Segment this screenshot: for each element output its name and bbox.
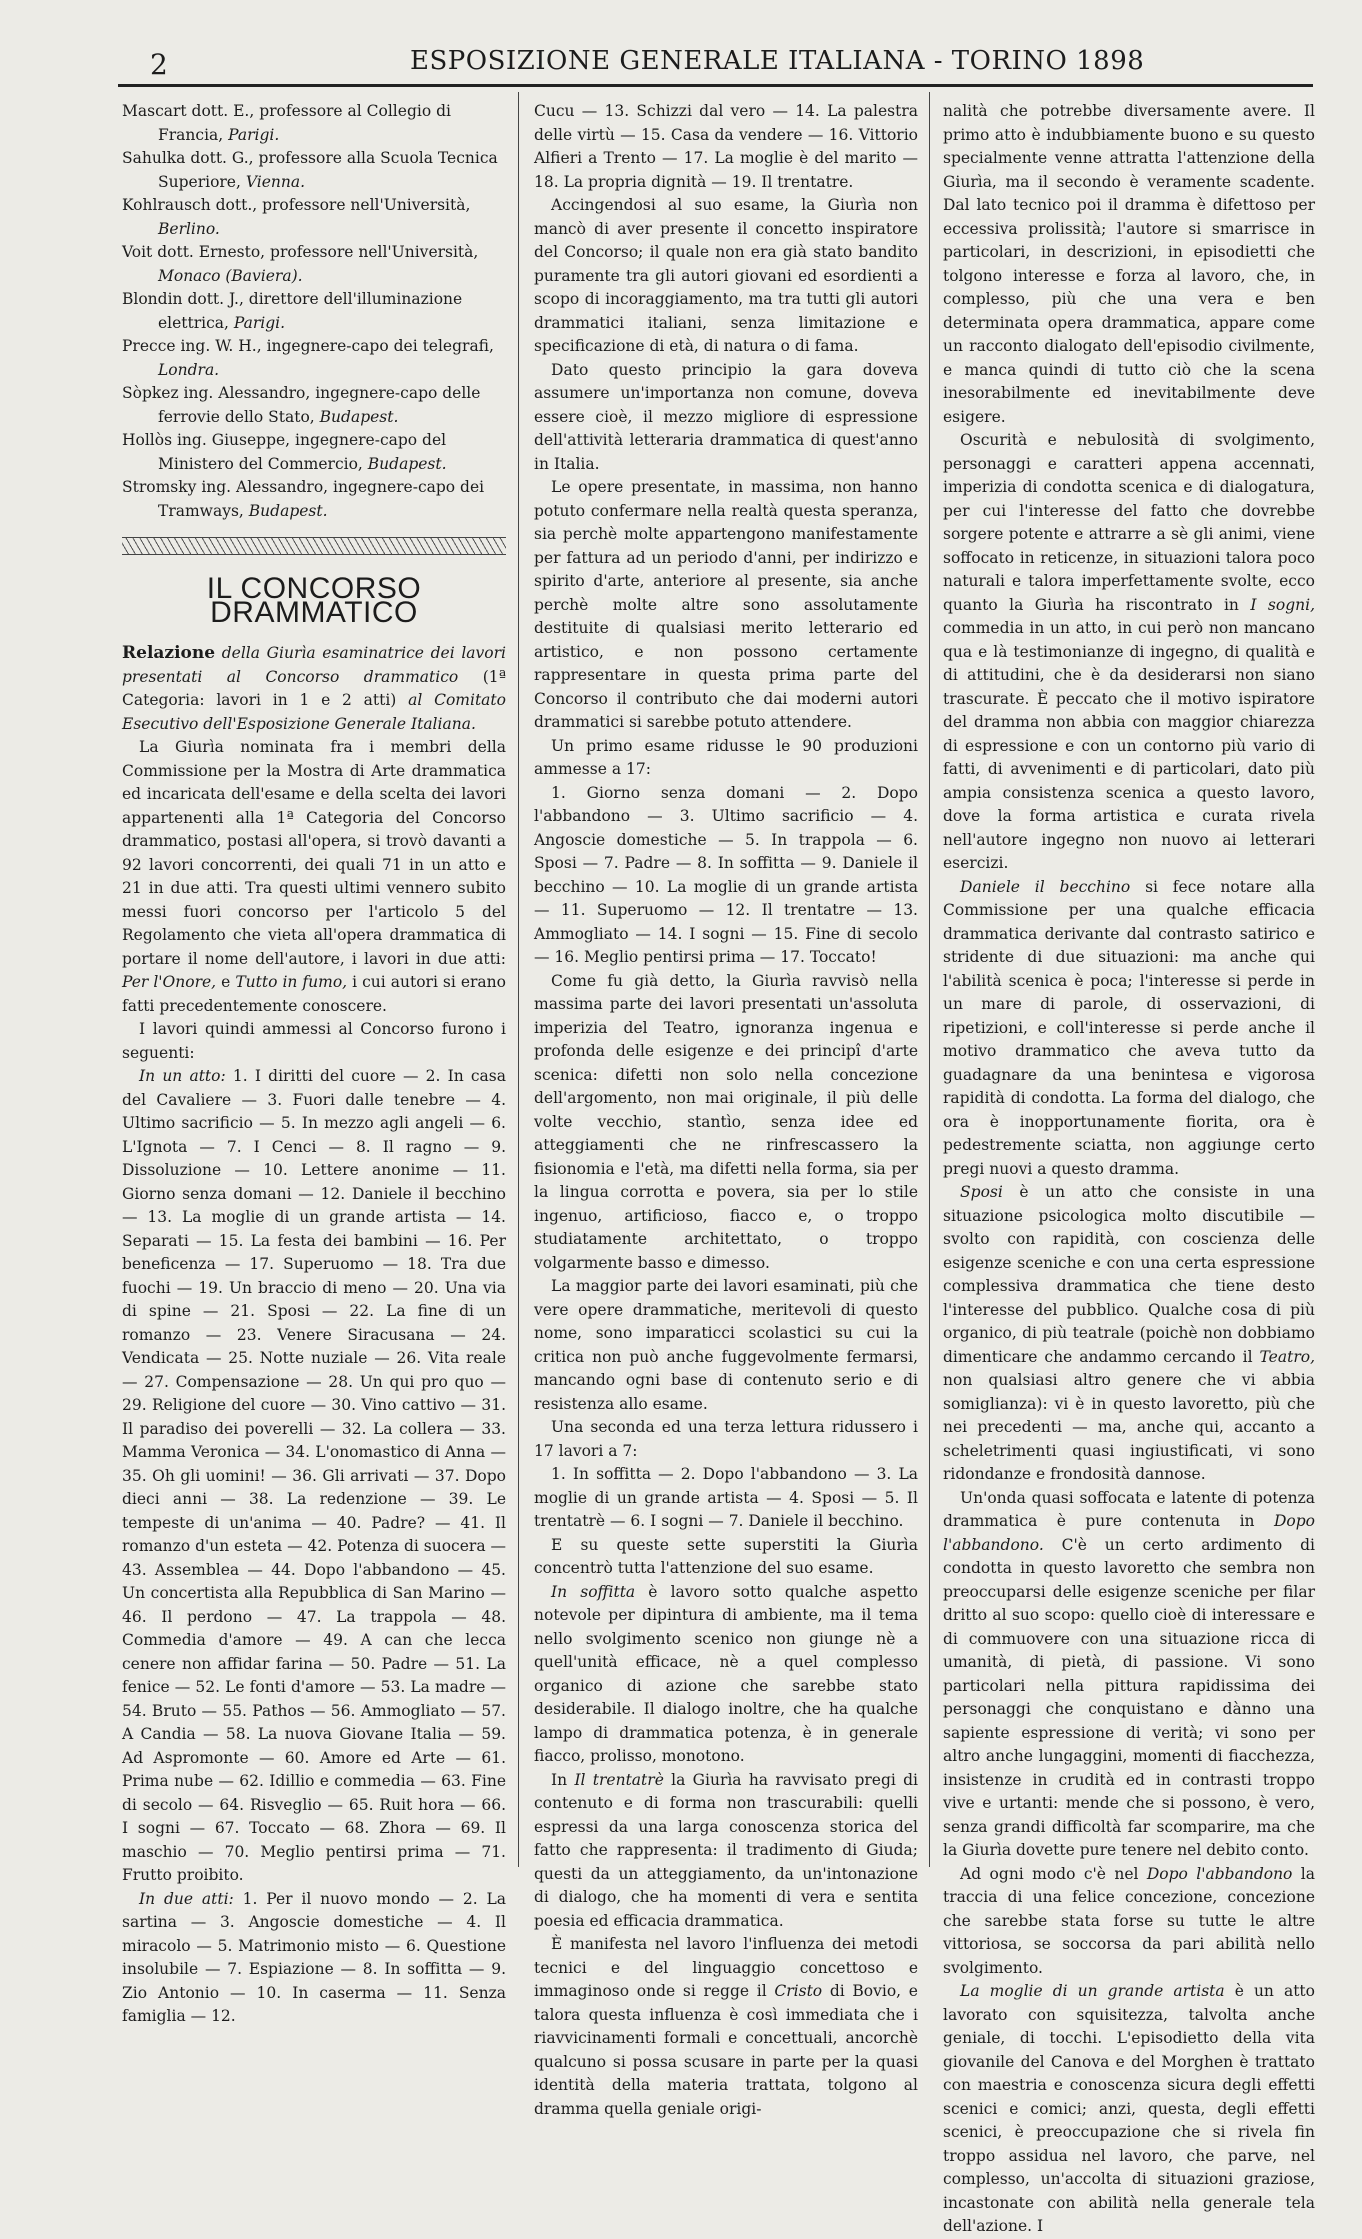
paragraph: Una seconda ed una terza lettura ridussero i 17 lavori a 7: <box>534 1418 918 1460</box>
relazione-heading: Relazione della Giurìa esaminatrice dei lavori presentati al Concorso drammatico (1ª Categoria: lavori in 1 e 2 atti) al Comitato Esecutivo dell'Esposizione Generale Italiana. <box>122 643 506 733</box>
column-divider <box>929 92 930 1867</box>
column-1 <box>122 100 506 2029</box>
paragraph: In Il trentatrè la Giurìa ha ravvisato pregi di contenuto e di forma non trascurabili: quelli espressi da una larga conoscenza storica del fatto che rappresenta: il tradimento di Giuda; questi da un atteggiamento, da un'intonazione di dialogo, che ha momenti di vera e sentita poesia ed efficacia drammatica. <box>534 1770 918 1930</box>
column-3 <box>943 100 1315 2239</box>
paragraph: Come fu già detto, la Giurìa ravvisò nella massima parte dei lavori presentati un'assoluta imperizia del Teatro, ignoranza ingenua e profonda delle esigenze e dei principî d'arte scenica: difetti non solo nella concezione dell'argomento, non mai originale, il più delle volte vecchio, stantìo, senza idee ed atteggiamenti che ne rinfrescassero la fisionomia e l'età, ma difetti nella forma, sia per la lingua corrotta e povera, sia per lo stile ingenuo, artificioso, fiacco e, o troppo studiatamente architettato, o troppo volgarmente basso e dimesso. <box>534 971 918 1272</box>
jury-member: Hollòs ing. Giuseppe, ingegnere-capo del Ministero del Commercio, Budapest. <box>122 431 447 473</box>
paragraph: In soffitta è lavoro sotto qualche aspetto notevole per dipintura di ambiente, ma il tema nello svolgimento scenico non giunge nè a quell'unità efficace, nè a quel complesso organico di azione che sarebbe stato desiderabile. Il dialogo inoltre, che ha qualche lampo di drammatica potenza, è in generale fiacco, prolisso, monotono. <box>534 1582 918 1765</box>
section-title: IL CONCORSO DRAMMATICO <box>206 572 422 629</box>
paragraph: Sposi è un atto che consiste in una situazione psicologica molto discutibile — svolto con rapidità, con coscienza delle esigenze sceniche e con una certa espressione complessiva drammatica che tiene desto l'interesse del pubblico. Qualche cosa di più organico, di più teatrale (poichè non dobbiamo dimenticare che andammo cercando il Teatro, non qualsiasi altro genere che vi abbia somiglianza): vi è in questo lavoretto, più che nei precedenti — ma, anche qui, accanto a scheletrimenti quasi ingiustificati, vi sono ridondanze e frondosità dannose. <box>943 1183 1315 1483</box>
column-divider <box>518 92 519 1867</box>
paragraph: I lavori quindi ammessi al Concorso furono i seguenti: <box>122 1020 506 1062</box>
jury-member: Stromsky ing. Alessandro, ingegnere-capo dei Tramways, Budapest. <box>122 478 485 520</box>
paragraph: Accingendosi al suo esame, la Giurìa non mancò di aver presente il concetto inspiratore del Concorso; il quale non era già stato bandito puramente tra gli autori giovani ed esordienti a scopo di incoraggiamento, ma tra tutti gli autori drammatici italiani, senza limitazione e specificazione di età, di natura o di fama. <box>534 196 918 355</box>
paragraph: Oscurità e nebulosità di svolgimento, personaggi e caratteri appena accennati, imperizia di condotta scenica e di dialogatura, per cui l'interesse del fatto che dovrebbe sorgere potente e attrarre a sè gli animi, viene soffocato in reticenze, in situazioni talora poco naturali e talora imperfettamente svolte, ecco quanto la Giurìa ha riscontrato in I sogni, commedia in un atto, in cui però non mancano qua e là testimonianze di ingegno, di qualità e di attitudini, che è da desiderarsi non siano trascurate. È peccato che il motivo ispiratore del dramma non abbia con maggior chiarezza di espressione e con un contorno più vario di fatti, di avvenimenti e di particolari, dato più ampia consistenza scenica a questo lavoro, dove la forma artistica e curata rivela nell'autore ingegno non nuovo ai letterari esercizi. <box>943 431 1315 872</box>
paragraph: È manifesta nel lavoro l'influenza dei metodi tecnici e del linguaggio concettoso e immaginoso onde si regge il Cristo di Bovio, e talora questa influenza è così immediata che i riavvicinamenti formali e concettuali, ancorchè qualcuno si possa scusare in parte per la quasi identità della materia trattata, tolgono al dramma quella geniale origi- <box>534 1935 918 2118</box>
jury-member: Blondin dott. J., direttore dell'illuminazione elettrica, Parigi. <box>122 290 463 332</box>
shortlist-7: 1. In soffitta — 2. Dopo l'abbandono — 3. La moglie di un grande artista — 4. Sposi — 5. Il trentatrè — 6. I sogni — 7. Daniele il becchino. <box>534 1465 918 1530</box>
paragraph: La maggior parte dei lavori esaminati, più che vere opere drammatiche, meritevoli di questo nome, sono imparaticci scolastici su cui la critica non può anche fuggevolmente fermarsi, mancando ogni base di contenuto serio e di resistenza allo esame. <box>534 1277 918 1413</box>
paragraph: E su queste sette superstiti la Giurìa concentrò tutta l'attenzione del suo esame. <box>534 1535 918 1577</box>
paragraph: Un primo esame ridusse le 90 produzioni ammesse a 17: <box>534 736 918 778</box>
jury-member: Mascart dott. E., professore al Collegio di Francia, Parigi. <box>122 102 451 144</box>
column-2 <box>534 100 918 2121</box>
page-number: 2 <box>150 48 168 81</box>
running-title: ESPOSIZIONE GENERALE ITALIANA - TORINO 1898 <box>410 46 1145 76</box>
paragraph: Ad ogni modo c'è nel Dopo l'abbandono la traccia di una felice concezione, concezione che sarebbe stata forse su tutte le altre vittoriosa, se soccorsa da pari abilità nello svolgimento. <box>943 1864 1315 1977</box>
paragraph: Dato questo principio la gara doveva assumere un'importanza non comune, doveva essere cioè, il mezzo migliore di espressione dell'attività letteraria drammatica di quest'anno in Italia. <box>534 360 918 473</box>
header-rule <box>118 84 1313 87</box>
paragraph: Daniele il becchino si fece notare alla Commissione per una qualche efficacia drammatica derivante dal contrasto satirico e stridente di due situazioni: ma anche qui l'abilità scenica è poca; l'interesse si perde in un mare di parole, di osservazioni, di ripetizioni, e coll'interesse si perde anche il motivo drammatico che aveva tutto da guadagnare da una benintesa e vigorosa rapidità di condotta. La forma del dialogo, che ora è inopportunamente fiorita, ora è pedestremente sciatta, non aggiunge certo pregi nuovi a questo dramma. <box>943 877 1315 1178</box>
jury-member: Precce ing. W. H., ingegnere-capo dei telegrafi, Londra. <box>122 337 494 379</box>
works-list-one-act: In un atto: 1. I diritti del cuore — 2. In casa del Cavaliere — 3. Fuori dalle tenebre — 4. Ultimo sacrificio — 5. In mezzo agli angeli — 6. L'Ignota — 7. I Cenci — 8. Il ragno — 9. Dissoluzione — 10. Lettere anonime — 11. Giorno senza domani — 12. Daniele il becchino — 13. La moglie di un grande artista — 14. Separati — 15. La festa dei bambini — 16. Per beneficenza — 17. Superuomo — 18. Tra due fuochi — 19. Un braccio di meno — 20. Una via di spine — 21. Sposi — 22. La fine di un romanzo — 23. Venere Siracusana — 24. Vendicata — 25. Notte nuziale — 26. Vita reale — 27. Compensazione — 28. Un qui pro quo — 29. Religione del cuore — 30. Vino cattivo — 31. Il paradiso dei poverelli — 32. La collera — 33. Mamma Veronica — 34. L'onomastico di Anna — 35. Oh gli uomini! — 36. Gli arrivati — 37. Dopo dieci anni — 38. La redenzione — 39. Le tempeste di un'anima — 40. Padre? — 41. Il romanzo d'un esteta — 42. Potenza di suocera — 43. Assemblea — 44. Dopo l'abbandono — 45. Un concertista alla Repubblica di San Marino — 46. Il perdono — 47. La trappola — 48. Commedia d'amore — 49. A can che lecca cenere non affidar farina — 50. Padre — 51. La fenice — 52. Le fonti d'amore — 53. La madre — 54. Bruto — 55. Pathos — 56. Ammogliato — 57. A Candia — 58. La nuova Giovane Italia — 59. Ad Aspromonte — 60. Amore ed Arte — 61. Prima nube — 62. Idillio e commedia — 63. Fine di secolo — 64. Risveglio — 65. Ruit hora — 66. I sogni — 67. Toccato — 68. Zhora — 69. Il maschio — 70. Meglio pentirsi prima — 71. Frutto proibito. <box>122 1067 506 1884</box>
jury-member: Voit dott. Ernesto, professore nell'Università, Monaco (Baviera). <box>122 243 479 285</box>
shortlist-17: 1. Giorno senza domani — 2. Dopo l'abbandono — 3. Ultimo sacrificio — 4. Angoscie domestiche — 5. In trappola — 6. Sposi — 7. Padre — 8. In soffitta — 9. Daniele il becchino — 10. La moglie di un grande artista — 11. Superuomo — 12. Il trentatre — 13. Ammogliato — 14. I sogni — 15. Fine di secolo — 16. Meglio pentirsi prima — 17. Toccato! <box>534 783 918 966</box>
paragraph: Un'onda quasi soffocata e latente di potenza drammatica è pure contenuta in Dopo l'abbandono. C'è un certo ardimento di condotta in questo lavoretto che sembra non preoccuparsi delle esigenze sceniche per filar dritto al suo scopo: quello cioè di interessare e di commuovere con una situazione ricca di umanità, di pietà, di passione. Vi sono particolari nella pittura rapidissima dei personaggi che conquistano e dànno una sapiente espressione di verità; vi sono per altro anche lungaggini, momenti di fiacchezza, insistenze in crudità ed in contrasti troppo vive e urtanti: mende che si possono, è vero, senza grandi difficoltà far scomparire, ma che la Giurìa dovette pure tenere nel debito conto. <box>943 1488 1315 1859</box>
works-list-two-acts: In due atti: 1. Per il nuovo mondo — 2. La sartina — 3. Angoscie domestiche — 4. Il miracolo — 5. Matrimonio misto — 6. Questione insolubile — 7. Espiazione — 8. In soffitta — 9. Zio Antonio — 10. In caserma — 11. Senza famiglia — 12. <box>122 1889 506 2025</box>
ornamental-divider <box>122 537 506 555</box>
jury-member: Sahulka dott. G., professore alla Scuola Tecnica Superiore, Vienna. <box>122 149 498 191</box>
list-continuation: Cucu — 13. Schizzi dal vero — 14. La palestra delle virtù — 15. Casa da vendere — 16. Vittorio Alfieri a Trento — 17. La moglie è del marito — 18. La propria dignità — 19. Il trentatre. <box>534 102 918 191</box>
paragraph: nalità che potrebbe diversamente avere. Il primo atto è indubbiamente buono e su questo specialmente venne attratta l'attenzione della Giurìa, ma il secondo è veramente scadente. Dal lato tecnico poi il dramma è difettoso per eccessiva prolissità; l'autore si smarrisce in particolari, in descrizioni, in episodietti che tolgono interesse e forza al lavoro, che, in complesso, più che una vera e ben determinata opera drammatica, appare come un racconto dialogato dell'episodio civilmente, e manca quindi di tutto ciò che la scena inesorabilmente ed inevitabilmente deve esigere. <box>943 102 1315 426</box>
jury-member: Sòpkez ing. Alessandro, ingegnere-capo delle ferrovie dello Stato, Budapest. <box>122 384 481 426</box>
jury-member: Kohlrausch dott., professore nell'Università, Berlino. <box>122 196 471 238</box>
paragraph: La moglie di un grande artista è un atto lavorato con squisitezza, talvolta anche geniale, di tocchi. L'episodietto della vita giovanile del Canova e del Morghen è trattato con maestria e conoscenza sicura degli effetti scenici e comici; anzi, questa, degli effetti scenici, è preoccupazione che si rivela fin troppo assidua nel lavoro, che parve, nel complesso, un'accolta di situazioni graziose, incastonate con abilità nella generale tela dell'azione. I <box>943 1982 1315 2235</box>
paragraph: Le opere presentate, in massima, non hanno potuto confermare nella realtà questa speranza, sia perchè molte appartengono manifestamente per fattura ad un periodo d'anni, per indirizzo e spirito d'arte, anteriore al presente, sia anche perchè molte altre sono assolutamente destituite di qualsiasi merito letterario ed artistico, e non possono certamente rappresentare in questa prima parte del Concorso il contributo che dai moderni autori drammatici si sarebbe potuto attendere. <box>534 478 918 731</box>
paragraph: La Giurìa nominata fra i membri della Commissione per la Mostra di Arte drammatica ed incaricata dell'esame e della scelta dei lavori appartenenti alla 1ª Categoria del Concorso drammatico, postasi all'opera, si trovò davanti a 92 lavori concorrenti, dei quali 71 in un atto e 21 in due atti. Tra questi ultimi vennero subito messi fuori concorso per l'articolo 5 del Regolamento che vieta all'opera drammatica di portare il nome dell'autore, i lavori in due atti: Per l'Onore, e Tutto in fumo, i cui autori si erano fatti precedentemente conoscere. <box>122 738 506 1015</box>
